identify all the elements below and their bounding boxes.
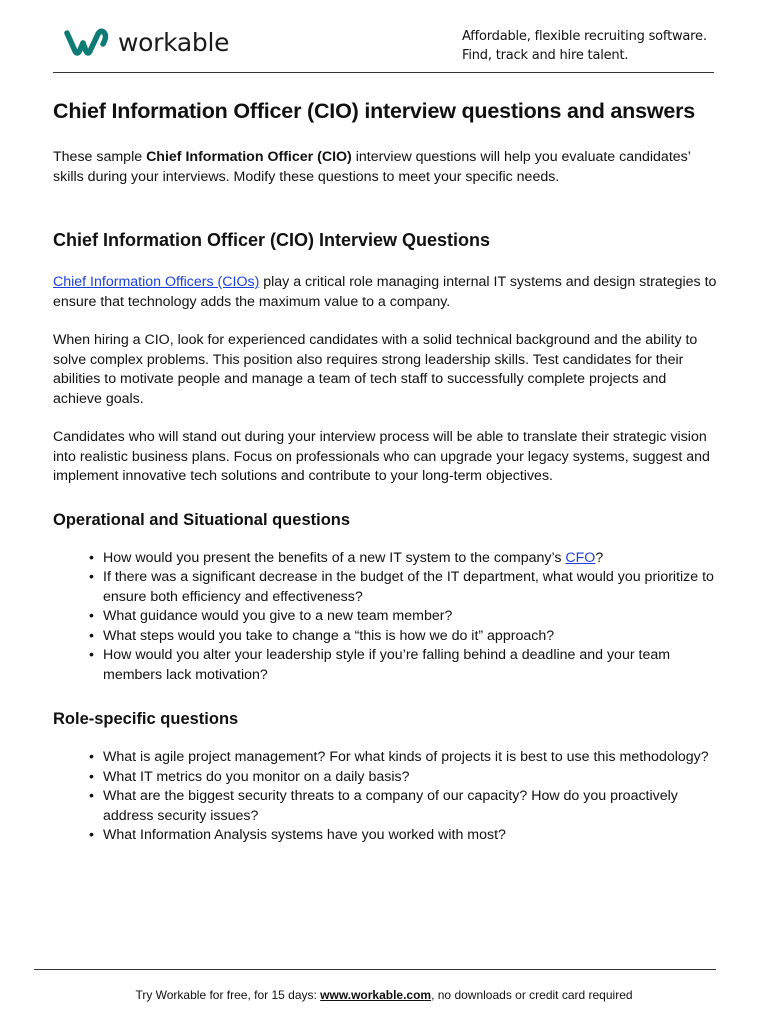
hiring-advice-paragraph: When hiring a CIO, look for experienced candidates with a solid technical background and the ability to solve complex problems. This position also requires strong leadership skills. Test candidates for their abilities to motivate people and manage a team of tech staff to successfully complete projects and achieve goals. <box>53 332 698 407</box>
list-item: • How would you alter your leadership style if you’re falling behind a deadline and your team members lack motivation? <box>103 646 718 685</box>
footer-divider <box>34 969 716 970</box>
page-header <box>0 0 768 74</box>
workable-website-link[interactable]: www.workable.com <box>320 988 432 1002</box>
list-item: • If there was a significant decrease in the budget of the IT department, what would you prioritize to ensure both efficiency and effectiveness? <box>103 568 718 607</box>
role-description-paragraph: Chief Information Officers (CIOs) play a critical role managing internal IT systems and design strategies to ensure that technology adds the maximum value to a company. <box>53 274 717 310</box>
logo-wordmark: workable <box>118 28 230 57</box>
cio-job-description-link[interactable]: Chief Information Officers (CIOs) <box>53 274 260 290</box>
tagline-line-2: Find, track and hire talent. <box>462 48 629 63</box>
workable-logo[interactable] <box>64 28 229 58</box>
section-heading: Chief Information Officer (CIO) Interview Questions <box>53 230 491 250</box>
header-tagline <box>462 27 707 65</box>
standout-candidates-paragraph: Candidates who will stand out during your interview process will be able to translate their strategic vision into realistic business plans. Focus on professionals who can upgrade your legacy systems, suggest and implement innovative tech solutions and contribute to your long-term objectives. <box>53 429 710 484</box>
operational-questions-heading: Operational and Situational questions <box>53 510 351 529</box>
list-item: • What Information Analysis systems have you worked with most? <box>103 826 718 846</box>
role-specific-questions-heading: Role-specific questions <box>53 710 239 728</box>
intro-bold-role: Chief Information Officer (CIO) <box>146 149 352 165</box>
header-divider <box>53 72 714 73</box>
workable-logo-icon <box>64 28 110 58</box>
list-item: • How would you present the benefits of a new IT system to the company’s CFO? <box>103 549 718 569</box>
operational-questions-list <box>53 549 718 686</box>
role-specific-questions-list <box>53 748 718 846</box>
document-body <box>53 96 718 846</box>
tagline-line-1: Affordable, flexible recruiting software. <box>462 29 707 44</box>
list-item: • What IT metrics do you monitor on a daily basis? <box>103 768 718 788</box>
page-footer: Try Workable for free, for 15 days: www.workable.com, no downloads or credit card required <box>135 988 633 1002</box>
list-item: • What are the biggest security threats to a company of our capacity? How do you proactively address security issues? <box>103 787 718 826</box>
list-item: • What guidance would you give to a new team member? <box>103 607 718 627</box>
list-item: • What is agile project management? For what kinds of projects it is best to use this methodology? <box>103 748 718 768</box>
cfo-link[interactable]: CFO <box>565 549 596 566</box>
list-item: • What steps would you take to change a “this is how we do it” approach? <box>103 627 718 647</box>
intro-paragraph: These sample Chief Information Officer (CIO) interview questions will help you evaluate candidates’ skills during your interviews. Modify these questions to meet your specific needs. <box>53 149 691 185</box>
page-title: Chief Information Officer (CIO) interview questions and answers <box>53 99 696 123</box>
